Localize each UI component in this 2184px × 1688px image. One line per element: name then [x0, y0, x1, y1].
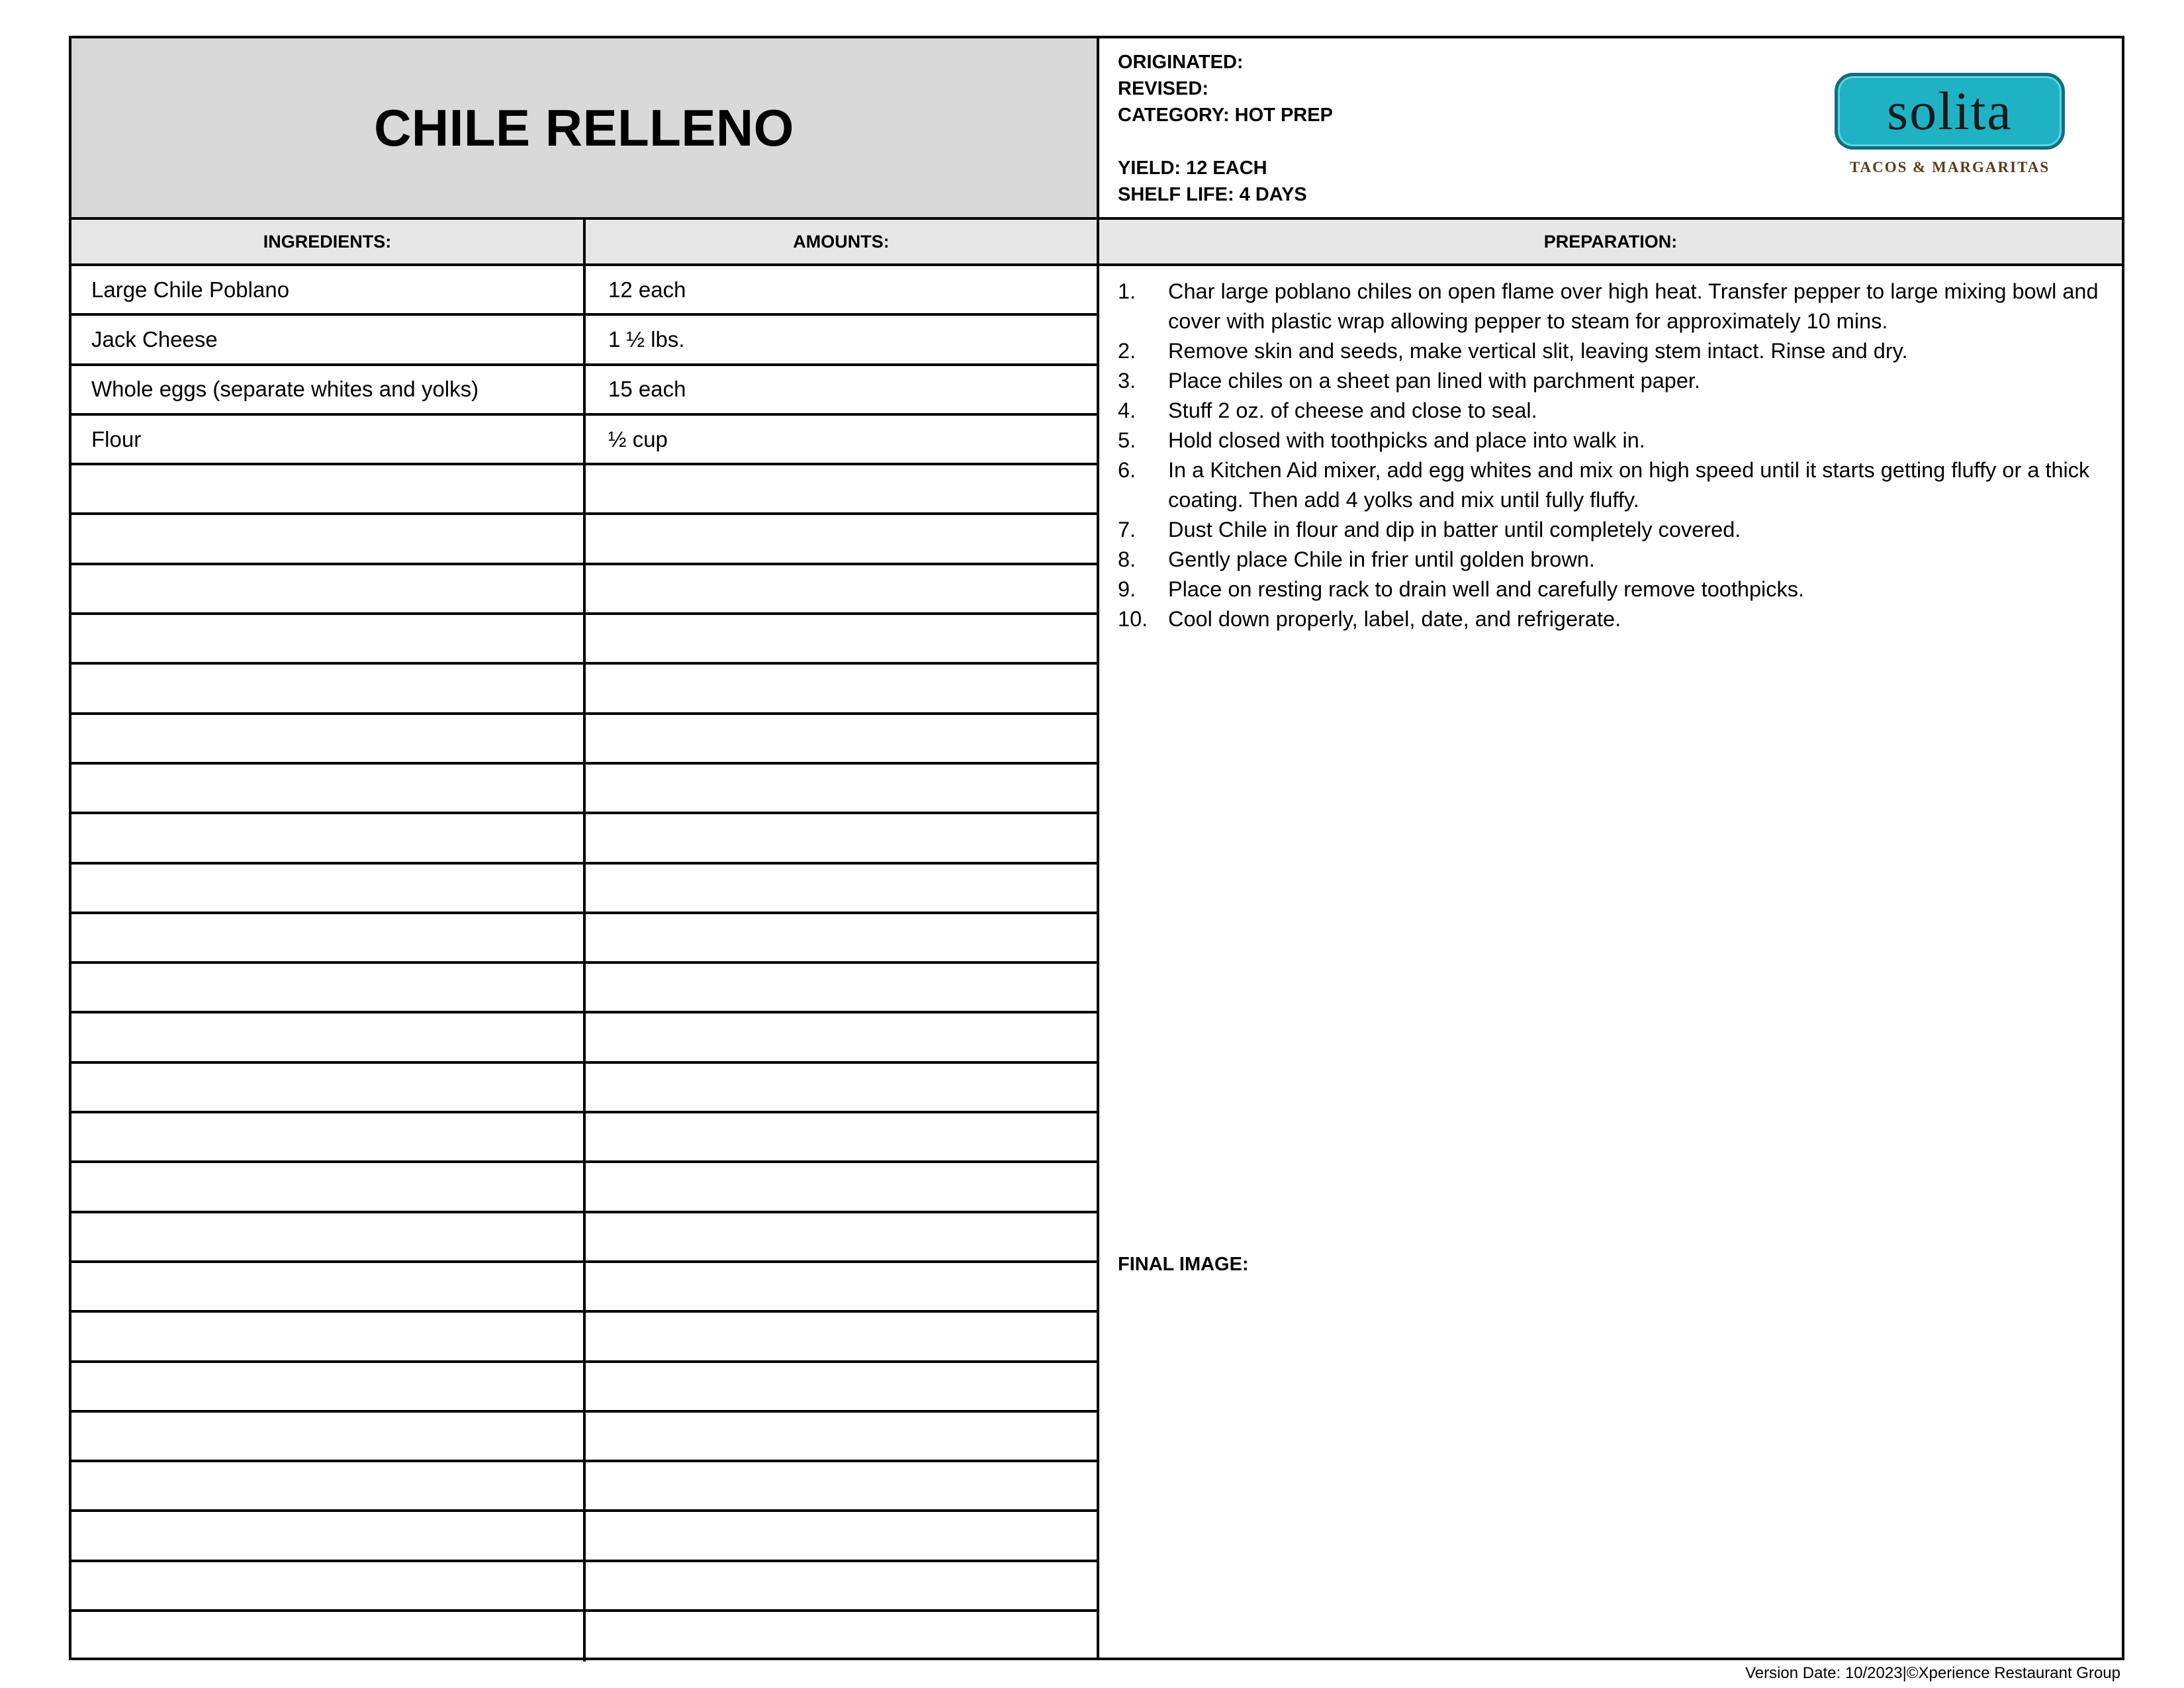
amount-cell	[586, 1163, 1097, 1210]
amount-cell: 1 ½ lbs.	[608, 326, 685, 352]
ingredient-cell	[71, 1313, 586, 1360]
table-row	[71, 964, 1097, 1013]
yield-label: YIELD: 12 EACH	[1118, 158, 1267, 179]
ingredient-cell	[71, 1562, 586, 1609]
table-row	[71, 1363, 1097, 1413]
ingredient-cell	[71, 665, 586, 712]
amount-cell	[586, 1512, 1097, 1559]
table-row	[71, 1163, 1097, 1213]
ingredient-cell	[71, 814, 586, 861]
version-footer: Version Date: 10/2023|©Xperience Restaurant Group	[1745, 1664, 2120, 1682]
ingredient-cell	[71, 1064, 586, 1111]
ingredient-cell	[71, 1113, 586, 1160]
step-number: 5.	[1118, 428, 1136, 452]
amount-cell	[586, 665, 1097, 712]
amount-cell	[586, 1013, 1097, 1060]
amount-cell	[586, 1363, 1097, 1410]
step-item	[1118, 575, 2102, 604]
ingredient-cell	[71, 1413, 586, 1460]
ingredient-cell	[71, 1512, 586, 1559]
table-row	[71, 1462, 1097, 1512]
ingredient-cell	[71, 1263, 586, 1310]
table-row	[71, 366, 1097, 416]
step-item	[1118, 545, 2102, 575]
amount-cell	[586, 1213, 1097, 1260]
amount-cell	[586, 1263, 1097, 1310]
ingredient-table	[71, 266, 1099, 1658]
amount-cell: 12 each	[608, 277, 686, 302]
ingredient-cell	[71, 715, 586, 762]
table-row	[71, 615, 1097, 665]
amount-cell	[586, 914, 1097, 961]
logo-badge	[1835, 73, 2065, 150]
amount-cell: ½ cup	[608, 426, 668, 451]
amount-cell	[586, 1113, 1097, 1160]
step-item	[1118, 426, 2102, 455]
amount-cell	[586, 1562, 1097, 1609]
step-number: 4.	[1118, 399, 1136, 422]
ingredient-cell	[71, 1163, 586, 1210]
table-row	[71, 416, 1097, 465]
table-row	[71, 665, 1097, 714]
table-row	[71, 1013, 1097, 1063]
logo-wordmark: solita	[1887, 81, 2013, 141]
step-text: Gently place Chile in frier until golden brown.	[1168, 547, 1595, 571]
amount-cell	[586, 765, 1097, 812]
step-item	[1118, 455, 2102, 515]
solita-logo	[1835, 73, 2095, 185]
table-row	[71, 316, 1097, 365]
amount-cell	[586, 865, 1097, 912]
step-number: 6.	[1118, 458, 1136, 482]
preparation-header: PREPARATION:	[1099, 220, 2122, 266]
ingredient-cell	[71, 515, 586, 562]
amount-cell	[586, 814, 1097, 861]
table-row	[71, 1512, 1097, 1562]
recipe-card	[69, 36, 2124, 1660]
amount-cell	[586, 1413, 1097, 1460]
step-number: 2.	[1118, 339, 1136, 363]
step-text: Remove skin and seeds, make vertical slit, leaving stem intact. Rinse and dry.	[1168, 339, 1908, 363]
step-text: Hold closed with toothpicks and place into walk in.	[1168, 428, 1645, 452]
ingredient-cell	[71, 615, 586, 662]
shelf-life-label: SHELF LIFE: 4 DAYS	[1118, 184, 1307, 205]
step-number: 8.	[1118, 547, 1136, 571]
step-text: Place chiles on a sheet pan lined with parchment paper.	[1168, 369, 1700, 393]
ingredient-cell	[71, 565, 586, 612]
table-row	[71, 1263, 1097, 1313]
table-row	[71, 765, 1097, 814]
step-number: 10.	[1118, 607, 1148, 631]
table-row	[71, 1612, 1097, 1662]
ingredient-cell	[71, 914, 586, 961]
recipe-meta	[1118, 49, 1333, 208]
ingredient-cell: Flour	[71, 416, 586, 463]
ingredient-cell	[71, 1462, 586, 1509]
step-number: 1.	[1118, 279, 1136, 303]
amount-cell	[586, 715, 1097, 762]
step-item	[1118, 396, 2102, 426]
table-row	[71, 465, 1097, 515]
ingredient-cell	[71, 465, 586, 512]
recipe-title: CHILE RELLENO	[374, 98, 794, 157]
ingredient-cell	[71, 964, 586, 1011]
logo-tagline: TACOS & MARGARITAS	[1849, 159, 2050, 175]
table-row	[71, 1562, 1097, 1612]
preparation-steps	[1099, 266, 2122, 634]
step-text: Place on resting rack to drain well and carefully remove toothpicks.	[1168, 577, 1805, 601]
table-row	[71, 1213, 1097, 1263]
step-item	[1118, 366, 2102, 396]
ingredient-cell	[71, 865, 586, 912]
amount-cell	[586, 1462, 1097, 1509]
originated-label: ORIGINATED:	[1118, 52, 1244, 73]
step-number: 9.	[1118, 577, 1136, 601]
meta-cell	[1099, 38, 2122, 220]
ingredient-cell	[71, 1213, 586, 1260]
step-item	[1118, 515, 2102, 545]
table-row	[71, 914, 1097, 964]
amount-cell	[586, 465, 1097, 512]
table-row	[71, 266, 1097, 316]
step-item	[1118, 604, 2102, 634]
ingredients-header: INGREDIENTS:	[71, 220, 586, 266]
ingredient-cell	[71, 1013, 586, 1060]
step-text: Cool down properly, label, date, and refrigerate.	[1168, 607, 1621, 631]
amount-cell	[586, 1064, 1097, 1111]
amount-cell	[586, 1612, 1097, 1662]
category-label: CATEGORY: HOT PREP	[1118, 105, 1333, 126]
step-text: Char large poblano chiles on open flame over high heat. Transfer pepper to large mixing bowl and cover with plastic wrap allowing pepper to steam for approximately 10 mins.	[1168, 279, 2099, 333]
amounts-header: AMOUNTS:	[586, 220, 1099, 266]
amount-cell	[586, 964, 1097, 1011]
amount-cell	[586, 565, 1097, 612]
preparation-panel	[1099, 266, 2122, 1658]
ingredient-cell: Jack Cheese	[71, 316, 586, 363]
table-row	[71, 814, 1097, 864]
ingredient-cell: Whole eggs (separate whites and yolks)	[71, 366, 586, 413]
amount-cell	[586, 615, 1097, 662]
step-text: In a Kitchen Aid mixer, add egg whites and mix on high speed until it starts getting fluffy or a thick coating. Then add 4 yolks and mix until fully fluffy.	[1168, 458, 2090, 512]
amount-cell	[586, 515, 1097, 562]
step-number: 7.	[1118, 518, 1136, 541]
step-text: Stuff 2 oz. of cheese and close to seal.	[1168, 399, 1537, 422]
table-row	[71, 515, 1097, 565]
table-row	[71, 1064, 1097, 1113]
ingredient-cell: Large Chile Poblano	[71, 266, 586, 313]
table-row	[71, 1413, 1097, 1462]
table-row	[71, 1313, 1097, 1362]
amount-cell	[586, 1313, 1097, 1360]
table-row	[71, 565, 1097, 615]
table-row	[71, 1113, 1097, 1163]
amount-cell: 15 each	[608, 377, 686, 402]
step-number: 3.	[1118, 369, 1136, 393]
table-row	[71, 715, 1097, 765]
ingredient-cell	[71, 1612, 586, 1662]
final-image-label: FINAL IMAGE:	[1118, 1254, 1249, 1275]
revised-label: REVISED:	[1118, 78, 1208, 99]
ingredient-cell	[71, 1363, 586, 1410]
table-row	[71, 865, 1097, 914]
step-item	[1118, 336, 2102, 366]
title-cell	[71, 38, 1099, 220]
ingredient-cell	[71, 765, 586, 812]
step-text: Dust Chile in flour and dip in batter until completely covered.	[1168, 518, 1741, 541]
step-item	[1118, 277, 2102, 336]
meta-spacer	[1118, 128, 1333, 155]
